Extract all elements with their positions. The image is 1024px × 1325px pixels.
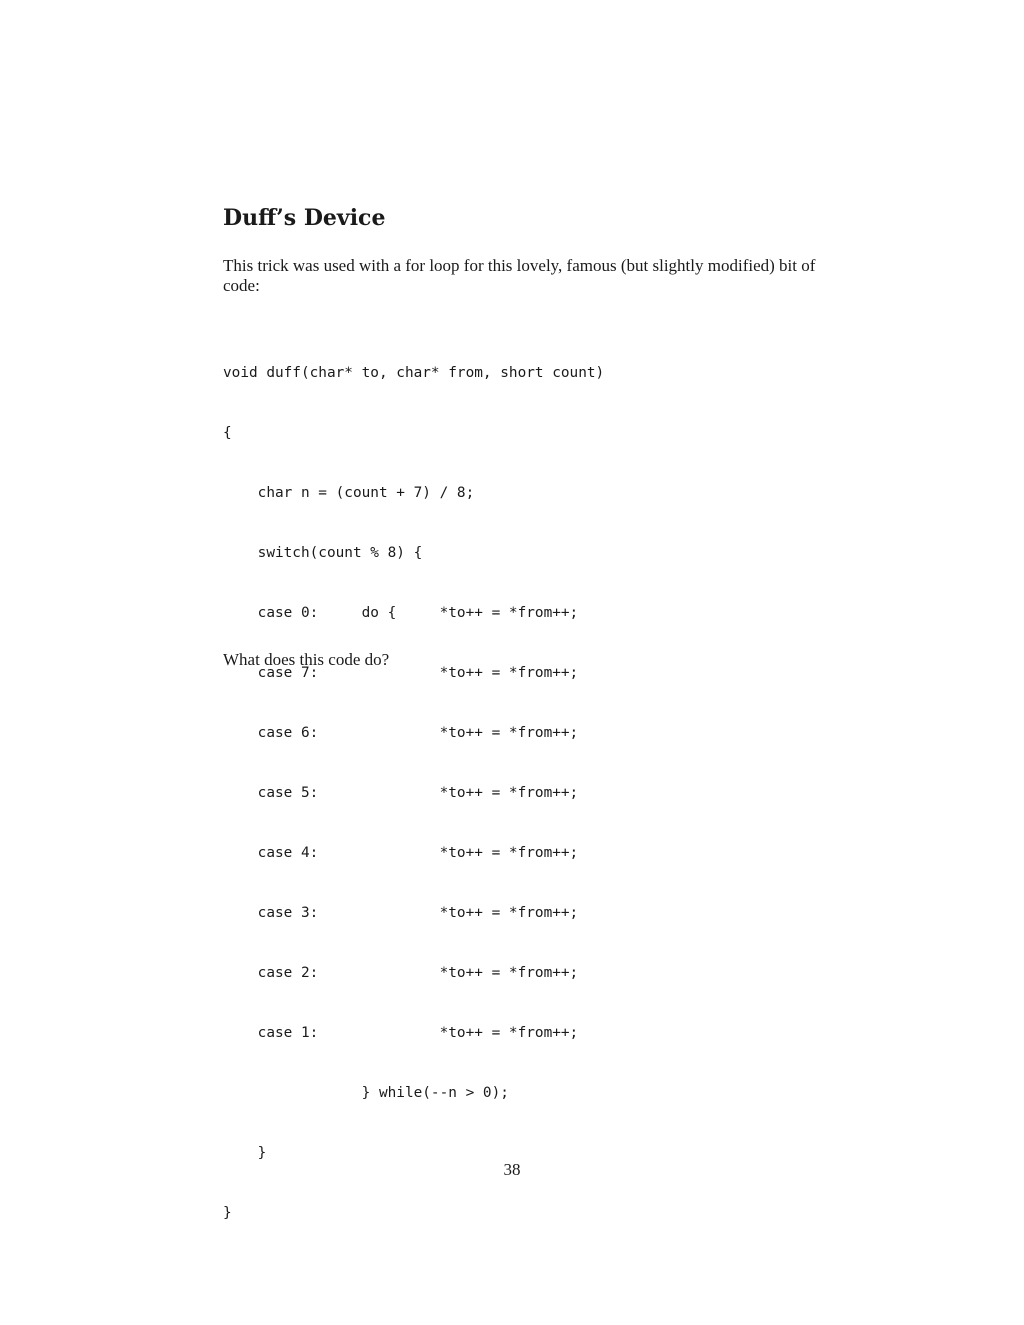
code-line: } while(--n > 0); xyxy=(223,1085,509,1101)
code-line: case 7: *to++ = *from++; xyxy=(223,665,579,681)
question-paragraph: What does this code do? xyxy=(223,650,390,669)
code-line: { xyxy=(223,425,232,441)
code-line: case 6: *to++ = *from++; xyxy=(223,725,579,741)
code-line: } xyxy=(223,1145,267,1161)
code-line: case 5: *to++ = *from++; xyxy=(223,785,579,801)
code-line: } xyxy=(223,1205,232,1221)
code-line: case 1: *to++ = *from++; xyxy=(223,1025,579,1041)
intro-paragraph: This trick was used with a for loop for this lovely, famous (but slightly modified) bit of code: xyxy=(223,256,816,295)
code-line: case 3: *to++ = *from++; xyxy=(223,905,579,921)
code-line: case 4: *to++ = *from++; xyxy=(223,845,579,861)
code-line: case 0: do { *to++ = *from++; xyxy=(223,605,579,621)
code-line: void duff(char* to, char* from, short count) xyxy=(223,365,605,381)
page-number: 38 xyxy=(503,1160,521,1179)
code-line: char n = (count + 7) / 8; xyxy=(223,485,475,501)
code-block xyxy=(223,323,604,1263)
code-line: switch(count % 8) { xyxy=(223,545,423,561)
section-title: Duff’s Device xyxy=(223,205,386,231)
code-line: case 2: *to++ = *from++; xyxy=(223,965,579,981)
